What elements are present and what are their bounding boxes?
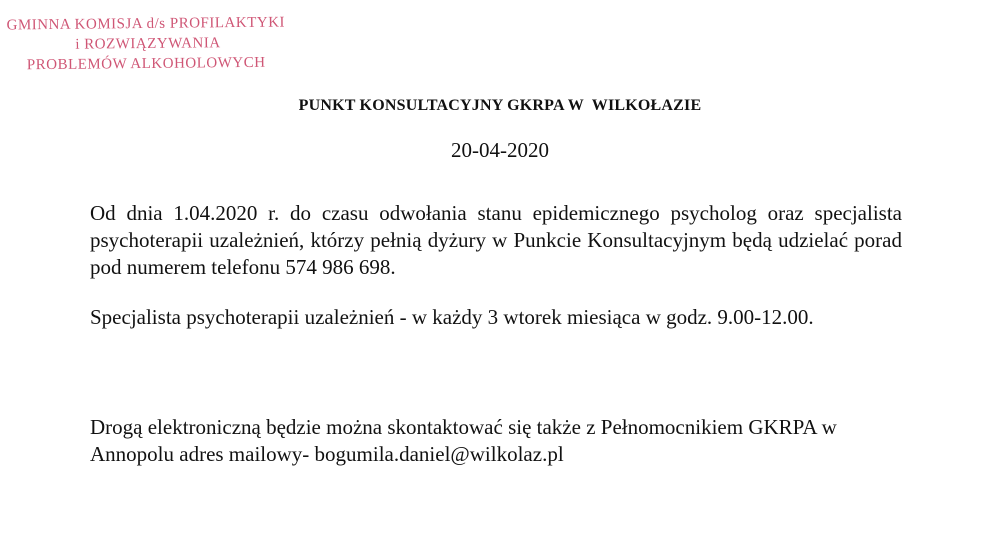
stamp-line-3: PROBLEMÓW ALKOHOLOWYCH xyxy=(26,54,266,74)
stamp-line-2: i ROZWIĄZYWANIA xyxy=(75,35,221,53)
paragraph-phone-consultations: Od dnia 1.04.2020 r. do czasu odwołania stanu epidemicznego psycholog oraz specjalista psychoterapii uzależnień, którzy pełnią dyżury w Punkcie Konsultacyjnym będą udzielać porad pod numerem telefonu 574 986 698. xyxy=(90,201,902,279)
stamp-line-1: GMINNA KOMISJA d/s PROFILAKTYKI xyxy=(6,14,286,34)
document-date: 20-04-2020 xyxy=(451,138,549,162)
document-title: PUNKT KONSULTACYJNY GKRPA W WILKOŁAZIE xyxy=(298,97,702,114)
paragraph-email-contact: Drogą elektroniczną będzie można skontaktować się także z Pełnomocnikiem GKRPA w Annopolu adres mailowy- bogumila.daniel@wilkolaz.pl xyxy=(90,415,837,466)
paragraph-therapist-hours: Specjalista psychoterapii uzależnień - w każdy 3 wtorek miesiąca w godz. 9.00-12.00. xyxy=(90,305,814,329)
organization-stamp xyxy=(6,13,287,76)
